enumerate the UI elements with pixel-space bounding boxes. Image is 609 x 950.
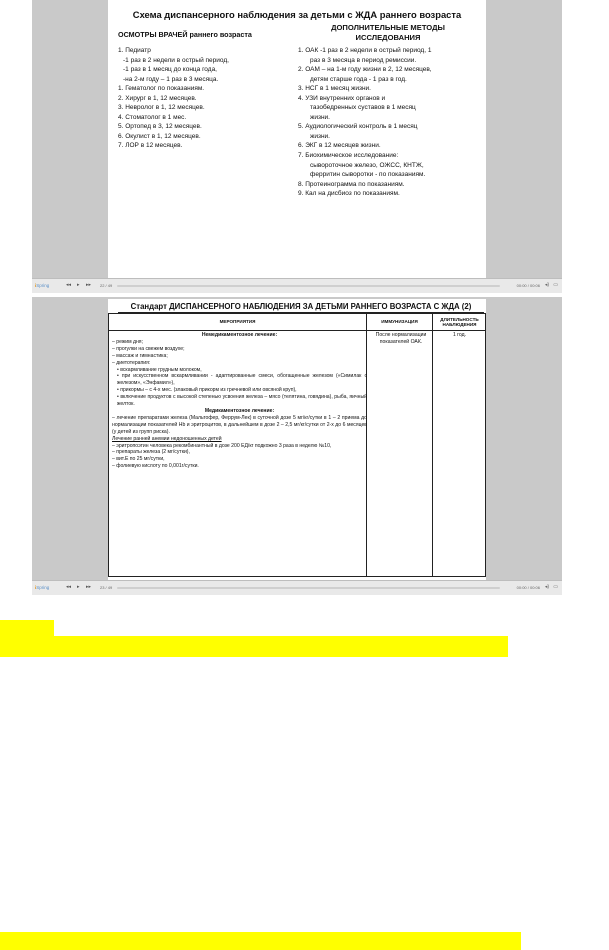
player-controls: [32, 278, 562, 293]
column-divider: [432, 314, 433, 576]
volume-icon[interactable]: ◂): [544, 584, 549, 590]
header-measures: МЕРОПРИЯТИЯ: [219, 319, 256, 325]
methods-list: [298, 46, 483, 199]
list-item: • при искусственном вскармливании - адаптированные смеси, обогащенные железом («Симилак с железом», «Энфамил»),: [117, 373, 367, 387]
list-item: 5. Ортопед в 3, 12 месяцев.: [118, 123, 202, 131]
list-item: – режим дня;: [112, 338, 143, 345]
fullscreen-icon[interactable]: ▭: [553, 282, 558, 288]
med-paragraph: – лечение препаратами железа (Мальтофер, Феррум-Лек) в суточной дозе 5 мг/кг/сутки в 1 – 2 приема до нормализации показателей Hb и эритроцитов, в дальнейшем в дозе 2 – 2,5 мг/кг/сутки от 2-х до 6 месяцев (у детей из групп риска).: [112, 414, 367, 435]
next-slide-icon[interactable]: ▸▸: [86, 282, 92, 288]
seek-bar[interactable]: [117, 587, 500, 589]
list-item: • прикормы – с 4-х мес. (злаковый прикорм из гречневой или овсяной круп),: [117, 387, 297, 394]
list-item: -1 раз в 1 месяц до конца года,: [123, 66, 217, 74]
list-item: • включение продуктов с высокой степенью усвоения железа – мясо (телятина, говядина), рыба, яичный желток.: [117, 394, 367, 408]
list-item: 8. Протеинограмма по показаниям.: [298, 180, 405, 188]
next-slide-icon[interactable]: ▸▸: [86, 584, 92, 590]
list-item: 6. Окулист в 1, 12 месяцев.: [118, 132, 201, 140]
list-item: – массаж и гимнастика;: [112, 352, 168, 359]
list-item: детям старше года - 1 раз в год.: [310, 75, 407, 83]
list-item: жизни.: [310, 132, 330, 140]
immunization-cell: После нормализации показателей ОАК.: [375, 332, 427, 345]
slide-title: Схема диспансерного наблюдения за детьми с ЖДА раннего возраста: [132, 9, 462, 20]
list-item: -1 раз в 2 недели в острый период,: [123, 56, 229, 64]
list-item: 3. Невролог в 1, 12 месяцев.: [118, 104, 205, 112]
slide-viewer-1: [32, 0, 562, 293]
list-item: – эритропоэтин человека рекомбинантный в дозе 200 ЕД/кг подкожно 3 раза в неделю №10,: [112, 442, 332, 449]
list-item: • вскармливание грудным молоком,: [117, 366, 202, 373]
list-item: – вит.Е по 25 мг/сутки,: [112, 456, 165, 463]
list-item: 4. УЗИ внутренних органов и: [298, 94, 386, 102]
list-item: 4. Стоматолог в 1 мес.: [118, 113, 187, 121]
list-item: 9. Кал на дисбиоз по показаниям.: [298, 190, 400, 198]
measures-cell: [112, 332, 367, 470]
list-item: 1. Педиатр: [118, 47, 151, 54]
doctors-list: [118, 46, 290, 151]
player-controls: [32, 580, 562, 595]
slide-title: Стандарт ДИСПАНСЕРНОГО НАБЛЮДЕНИЯ ЗА ДЕТЬМИ РАННЕГО ВОЗРАСТА С ЖДА (2): [118, 302, 484, 313]
highlight-bar: [0, 620, 54, 636]
ispring-logo: iSpring: [35, 283, 50, 288]
header-immunization: ИММУНИЗАЦИЯ: [381, 319, 418, 325]
slide-viewer-2: [32, 297, 562, 595]
list-item: ферритин сыворотки - по показаниям.: [310, 171, 426, 179]
header-duration: ДЛИТЕЛЬНОСТЬ НАБЛЮДЕНИЯ: [440, 316, 479, 327]
list-item: 7. ЛОР в 12 месяцев.: [118, 142, 183, 150]
volume-icon[interactable]: ◂): [544, 282, 549, 288]
list-item: 6. ЭКГ в 12 месяцев жизни.: [298, 142, 381, 150]
highlight-bar: [0, 636, 508, 657]
highlight-bar: [0, 932, 521, 950]
list-item: 5. Аудиологический контроль в 1 месяц: [298, 123, 418, 131]
standard-table: [108, 313, 486, 577]
list-item: 2. ОАМ – на 1-м году жизни в 2, 12 месяцев,: [298, 66, 432, 74]
play-icon[interactable]: ▸: [77, 282, 80, 288]
list-item: тазобедренных суставов в 1 месяц: [310, 104, 416, 112]
section-heading: Немедикаментозное лечение:: [201, 332, 278, 338]
first-slide-icon[interactable]: ◂◂: [66, 282, 72, 288]
list-item: 2. Хирург в 1, 12 месяцев.: [118, 94, 197, 102]
time-display: 00:00 / 00:06: [516, 585, 540, 590]
slide-22: [108, 0, 486, 278]
section-heading: Медикаментозное лечение:: [204, 407, 275, 414]
page-counter: 23 / 49: [100, 585, 113, 590]
list-item: -на 2-м году – 1 раз в 3 месяца.: [123, 75, 219, 83]
header-divider: [109, 330, 485, 331]
time-display: 00:00 / 00:06: [516, 283, 540, 288]
list-item: – фолиевую кислоту по 0,001г/сутки.: [112, 463, 199, 470]
page-counter: 22 / 49: [100, 283, 113, 288]
list-item: жизни.: [310, 113, 330, 121]
list-item: – прогулки на свежем воздухе;: [112, 345, 185, 352]
seek-bar[interactable]: [117, 285, 500, 287]
list-item: сывороточное железо, ОЖСС, КНТЖ,: [310, 161, 424, 169]
section-heading: Лечение ранней анемии недоношенных детей: [112, 435, 222, 442]
methods-heading: ДОПОЛНИТЕЛЬНЫЕ МЕТОДЫ ИССЛЕДОВАНИЯ: [331, 23, 445, 42]
list-item: – препараты железа (2 мг/сутки),: [112, 449, 190, 456]
doctors-heading: ОСМОТРЫ ВРАЧЕЙ раннего возраста: [118, 30, 252, 39]
list-item: – диетотерапия:: [112, 359, 151, 366]
list-item: 3. НСГ в 1 месяц жизни.: [298, 85, 371, 93]
list-item: 7. Биохимическое исследование:: [298, 152, 399, 160]
first-slide-icon[interactable]: ◂◂: [66, 584, 72, 590]
ispring-logo: iSpring: [35, 585, 50, 590]
slide-23: [108, 299, 486, 581]
play-icon[interactable]: ▸: [77, 584, 80, 590]
list-item: 1. ОАК -1 раз в 2 недели в острый период, 1: [298, 47, 432, 54]
list-item: 1. Гематолог по показаниям.: [118, 85, 205, 93]
fullscreen-icon[interactable]: ▭: [553, 584, 558, 590]
duration-cell: 1 год.: [452, 332, 467, 338]
list-item: раз в 3 месяца в период ремиссии.: [310, 56, 417, 64]
